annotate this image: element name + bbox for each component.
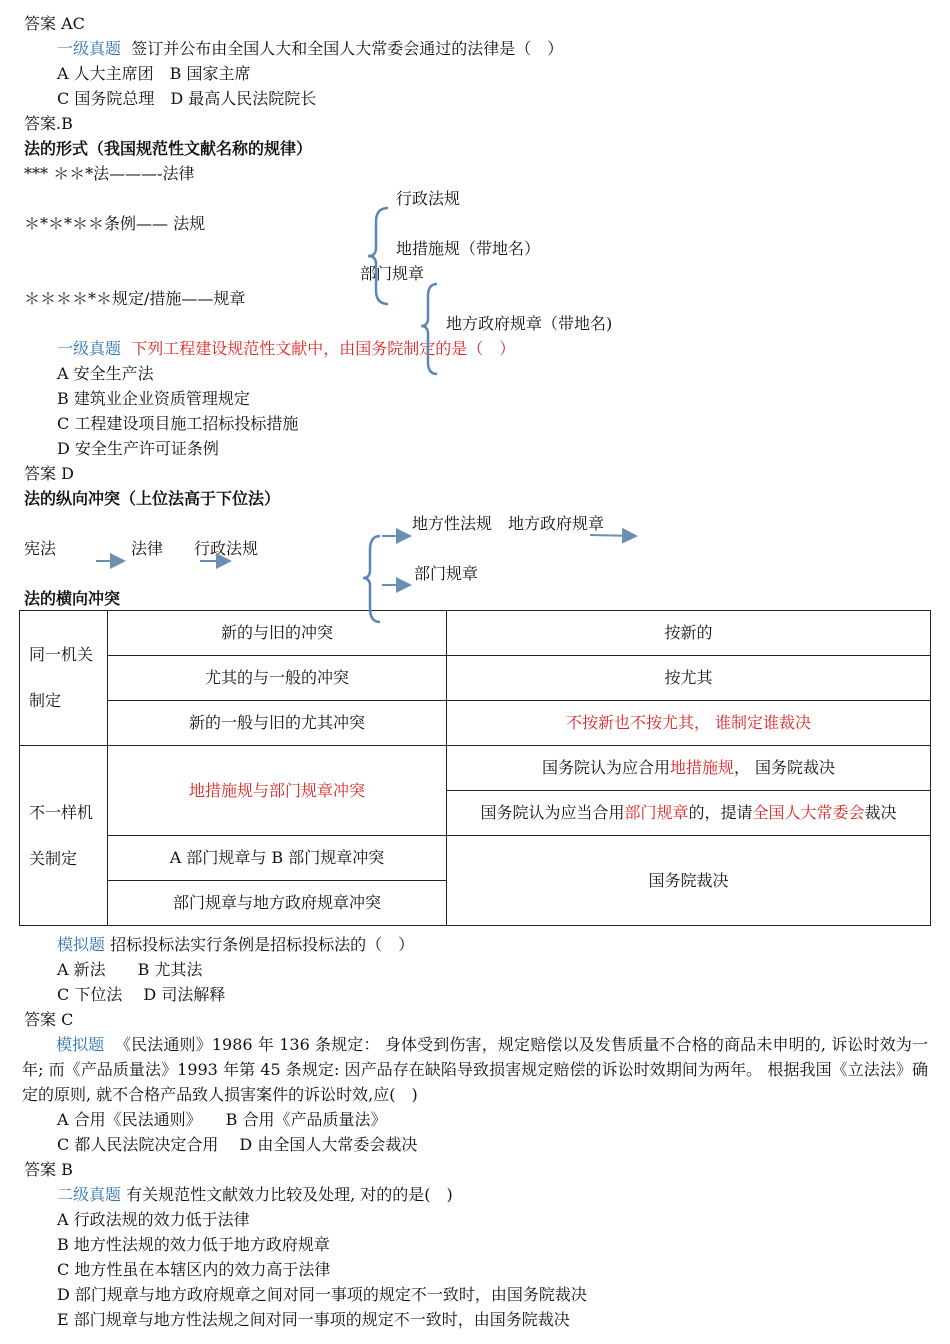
conflict-cell: 新的一般与旧的尤其冲突: [108, 701, 447, 746]
rule-cell: 不按新也不按尤其， 谁制定谁裁决: [447, 701, 931, 746]
label-dept-rule: 部门规章: [360, 264, 425, 283]
label-local-regulation: 地措施规（带地名）: [396, 239, 541, 258]
conflict-cell: 尤其的与一般的冲突: [108, 656, 447, 701]
option-b: B 地方性法规的效力低于地方政府规章: [57, 1235, 330, 1254]
option-a: A 行政法规的效力低于法律: [57, 1210, 250, 1229]
options-ab: A 合用《民法通则》 B 合用《产品质量法》: [57, 1110, 387, 1129]
question-tag: 模拟题: [56, 1035, 105, 1054]
rule-cell: 按新的: [447, 611, 931, 656]
arrow-right-icon: [590, 535, 636, 536]
conflict-cell: A 部门规章与 B 部门规章冲突: [108, 836, 447, 881]
answer-q3: 答案 D: [24, 464, 74, 483]
answer-q2: 答案.B: [24, 114, 73, 133]
brace-left-icon: [368, 208, 388, 304]
forms-row-law: *** ＊＊*法———-法律: [24, 164, 195, 183]
brace-left-icon: [363, 536, 380, 622]
heading-vertical-conflict: 法的纵向冲突（上位法高于下位法）: [24, 489, 281, 508]
question-tag: 模拟题: [57, 935, 106, 954]
options-ab: A 新法 B 尤其法: [57, 960, 203, 979]
question-stem: 招标投标法实行条例是招标投标法的（ ）: [110, 935, 415, 954]
options-cd: C 都人民法院决定合用 D 由全国人大常委会裁决: [57, 1135, 418, 1154]
conflict-cell: 部门规章与地方政府规章冲突: [108, 881, 447, 926]
brace-left-icon: [421, 284, 437, 374]
question-tag: 二级真题: [57, 1185, 122, 1204]
option-e: E 部门规章与地方性法规之间对同一事项的规定不一致时，由国务院裁决: [57, 1310, 570, 1329]
rule-cell: 国务院认为应当合用部门规章的，提请全国人大常委会裁决: [447, 791, 931, 836]
rule-cell: 国务院裁决: [447, 836, 931, 926]
options-ab: A 人大主席团 B 国家主席: [57, 64, 251, 83]
group-different-authority: 不一样机关制定: [20, 746, 108, 926]
question-stem: 《民法通则》1986 年 136 条规定： 身体受到伤害，规定赔偿以及发售质量不合格的商品未申明的, 诉讼时效为一年; 而《产品质量法》1993 年第 45 条规定: 因产品存在缺陷导致损害规定赔偿的诉讼时效期间为两年。 根据我国《立法法》确定的原则, 就不合格产品致人损害案件的诉讼时效,应( ): [22, 1035, 929, 1104]
option-a: A 安全生产法: [57, 364, 154, 383]
option-b: B 建筑业企业资质管理规定: [57, 389, 250, 408]
forms-row-rule: ＊＊＊＊*＊规定/措施——规章: [24, 289, 246, 308]
answer-q5: 答案 B: [24, 1160, 73, 1179]
forms-row-regulation: ＊*＊*＊＊条例—— 法规: [24, 214, 206, 233]
option-c: C 地方性虽在本辖区内的效力高于法律: [57, 1260, 331, 1279]
rule-cell: 国务院认为应合用地措施规， 国务院裁决: [447, 746, 931, 791]
label-dept-rule-2: 部门规章: [414, 564, 479, 583]
label-local-gov-rule: 地方政府规章（带地名): [446, 314, 613, 333]
conflict-cell: 地措施规与部门规章冲突: [108, 746, 447, 836]
question-stem: 下列工程建设规范性文献中，由国务院制定的是（ ）: [131, 339, 516, 358]
option-c: C 工程建设项目施工招标投标措施: [57, 414, 299, 433]
options-cd: C 下位法 D 司法解释: [57, 985, 226, 1004]
answer-q1: 答案 AC: [24, 14, 85, 33]
question-stem: 签订并公布由全国人大和全国人大常委会通过的法律是（ ）: [131, 39, 564, 58]
label-local-pair: 地方性法规 地方政府规章: [412, 514, 605, 533]
group-same-authority: 同一机关制定: [20, 611, 108, 746]
heading-horizontal-conflict: 法的横向冲突: [24, 589, 121, 608]
question-tag: 一级真题: [57, 339, 122, 358]
option-d: D 部门规章与地方政府规章之间对同一事项的规定不一致时，由国务院裁决: [57, 1285, 587, 1304]
heading-forms: 法的形式（我国规范性文献名称的规律）: [24, 139, 313, 158]
label-admin-regulation-2: 行政法规: [194, 539, 259, 558]
option-d: D 安全生产许可证条例: [57, 439, 219, 458]
label-law: 法律: [131, 539, 164, 558]
question-stem: 有关规范性文献效力比较及处理, 对的的是( ): [126, 1185, 453, 1204]
label-admin-regulation: 行政法规: [396, 189, 461, 208]
conflict-cell: 新的与旧的冲突: [108, 611, 447, 656]
rule-cell: 按尤其: [447, 656, 931, 701]
label-constitution: 宪法: [24, 539, 57, 558]
answer-q4: 答案 C: [24, 1010, 74, 1029]
question-tag: 一级真题: [57, 39, 122, 58]
options-cd: C 国务院总理 D 最高人民法院院长: [57, 89, 317, 108]
